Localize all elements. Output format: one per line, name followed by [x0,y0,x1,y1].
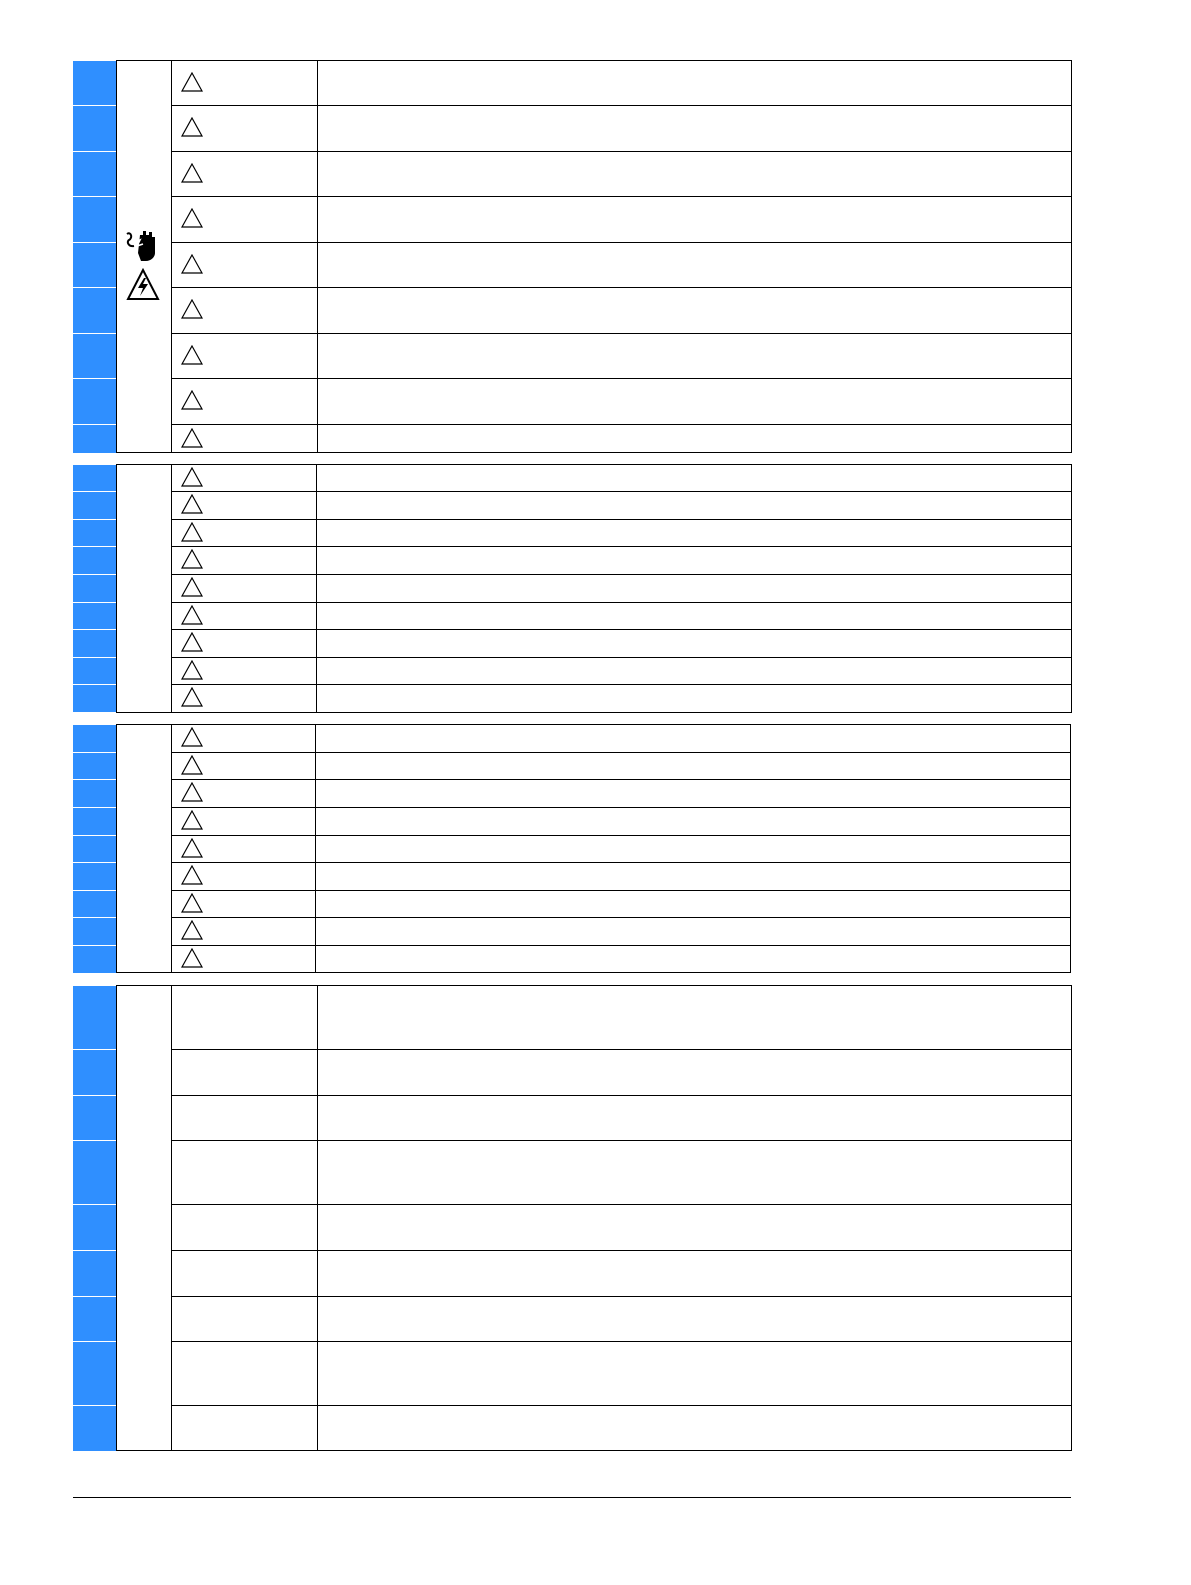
row-divider [171,917,1071,918]
column-divider [316,464,317,713]
caution-triangle-icon [181,755,203,775]
caution-triangle-icon [181,254,203,274]
table-border-right [1071,464,1072,713]
tab-divider [73,835,116,836]
tab-divider [73,546,116,547]
tab-divider [73,333,116,334]
caution-triangle-icon [181,117,203,137]
column-divider [315,724,316,973]
table-border-bottom [116,972,1071,973]
row-divider [171,151,1072,152]
tab-divider [73,862,116,863]
tab-divider [73,779,116,780]
tab-divider [73,287,116,288]
row-divider [171,378,1072,379]
column-divider [171,464,172,713]
caution-triangle-icon [181,632,203,652]
table-border-top [116,724,1071,725]
caution-triangle-icon [181,577,203,597]
column-divider [171,724,172,973]
table-border-right [1071,60,1072,453]
table-border-right [1070,724,1071,973]
caution-triangle-icon [181,727,203,747]
row-divider [171,574,1072,575]
column-divider [317,985,318,1451]
tab-divider [73,602,116,603]
tab-divider [73,1341,116,1342]
caution-triangle-icon [181,208,203,228]
caution-triangle-icon [181,838,203,858]
row-divider [171,629,1072,630]
tab-divider [73,1049,116,1050]
tab-divider [73,196,116,197]
tab-divider [73,424,116,425]
caution-triangle-icon [181,549,203,569]
section-tab [73,986,116,1451]
table-border-bottom [116,712,1072,713]
caution-triangle-icon [181,428,203,448]
tab-divider [73,684,116,685]
tab-divider [73,1204,116,1205]
row-divider [171,1296,1072,1297]
row-divider [171,657,1072,658]
table-border-top [116,60,1072,61]
row-divider [171,1204,1072,1205]
caution-triangle-icon [181,522,203,542]
row-divider [171,242,1072,243]
section-tab [73,61,116,453]
caution-triangle-icon [181,605,203,625]
tab-divider [73,491,116,492]
caution-triangle-icon [181,72,203,92]
caution-triangle-icon [181,948,203,968]
row-divider [171,862,1071,863]
row-divider [171,1140,1072,1141]
table-border-top [116,464,1072,465]
row-divider [171,779,1071,780]
tab-divider [73,752,116,753]
high-voltage-warning-icon [126,268,160,301]
caution-triangle-icon [181,920,203,940]
row-divider [171,287,1072,288]
column-divider [171,985,172,1451]
tab-divider [73,1405,116,1406]
caution-triangle-icon [181,494,203,514]
row-divider [171,1341,1072,1342]
caution-triangle-icon [181,390,203,410]
caution-triangle-icon [181,865,203,885]
tab-divider [73,1250,116,1251]
caution-triangle-icon [181,345,203,365]
table-border-bottom [116,452,1072,453]
table-border-right [1071,985,1072,1451]
tab-divider [73,574,116,575]
caution-triangle-icon [181,893,203,913]
row-divider [171,752,1071,753]
tab-divider [73,105,116,106]
tab-divider [73,151,116,152]
tab-divider [73,890,116,891]
footer-rule [73,1497,1071,1498]
caution-triangle-icon [181,299,203,319]
tab-divider [73,1095,116,1096]
electric-shock-hand-icon [123,227,161,263]
row-divider [171,424,1072,425]
section-tab [73,465,116,712]
tab-divider [73,378,116,379]
tab-divider [73,945,116,946]
row-divider [171,491,1072,492]
tab-divider [73,1140,116,1141]
caution-triangle-icon [181,163,203,183]
caution-triangle-icon [181,810,203,830]
table-border-left [116,60,117,453]
caution-triangle-icon [181,467,203,487]
tab-divider [73,242,116,243]
row-divider [171,1405,1072,1406]
tab-divider [73,917,116,918]
tab-divider [73,807,116,808]
table-border-top [116,985,1072,986]
row-divider [171,333,1072,334]
row-divider [171,546,1072,547]
row-divider [171,807,1071,808]
tab-divider [73,657,116,658]
tab-divider [73,1296,116,1297]
tab-divider [73,629,116,630]
row-divider [171,105,1072,106]
table-border-left [116,464,117,713]
column-divider [317,60,318,453]
table-border-left [116,985,117,1451]
caution-triangle-icon [181,782,203,802]
row-divider [171,1250,1072,1251]
row-divider [171,196,1072,197]
caution-triangle-icon [181,687,203,707]
column-divider [171,60,172,453]
section-tab [73,725,116,973]
caution-triangle-icon [181,660,203,680]
row-divider [171,1049,1072,1050]
row-divider [171,519,1072,520]
table-border-left [116,724,117,973]
row-divider [171,890,1071,891]
row-divider [171,835,1071,836]
row-divider [171,945,1071,946]
row-divider [171,684,1072,685]
row-divider [171,602,1072,603]
row-divider [171,1095,1072,1096]
tab-divider [73,519,116,520]
table-border-bottom [116,1450,1072,1451]
